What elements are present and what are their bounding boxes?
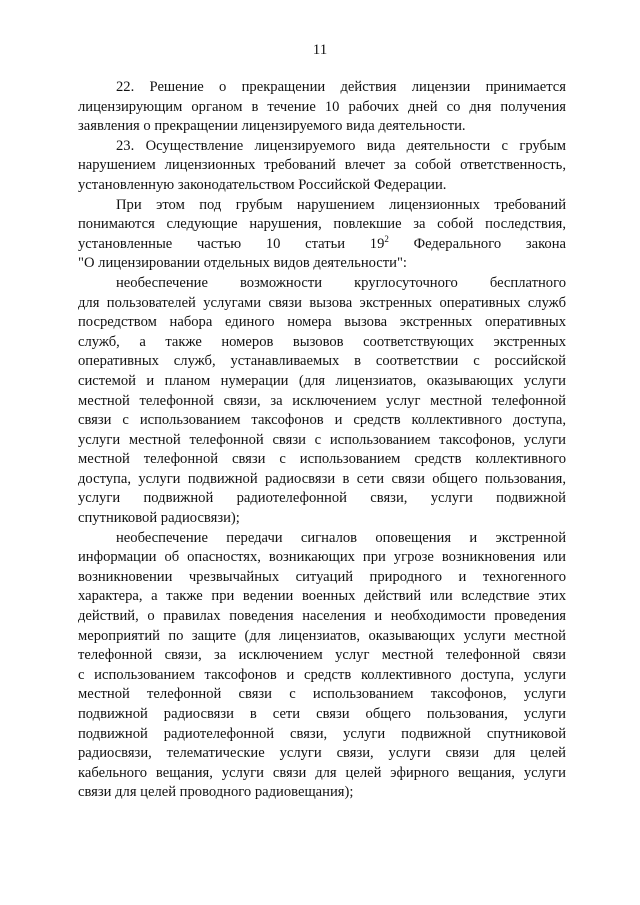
text-line: мероприятий по защите (для лицензиатов, оказывающих услуги местной	[78, 627, 566, 644]
text-line: заявления о прекращении лицензируемого вида деятельности.	[78, 118, 466, 135]
paragraph-22	[78, 78, 566, 137]
text-line: 23. Осуществление лицензируемого вида деятельности с грубым	[116, 137, 566, 154]
text-line: оперативных служб, устанавливаемых в соответствии с российской	[78, 353, 566, 370]
text-line: местной телефонной связи, за исключением услуг местной телефонной	[78, 392, 566, 409]
text-line: местной телефонной связи с использованием таксофонов, услуги	[78, 686, 566, 703]
text-line: посредством набора единого номера вызова экстренных оперативных	[78, 314, 566, 331]
text-line: лицензирующим органом в течение 10 рабочих дней со дня получения	[78, 98, 566, 115]
text-line: 22. Решение о прекращении действия лицензии принимается	[116, 79, 566, 95]
text-line: с использованием таксофонов и средств коллективного доступа, услуги	[78, 666, 566, 683]
text-line: подвижной радиосвязи в сети связи общего пользования, услуги	[78, 706, 566, 722]
text-line: подвижной радиотелефонной связи, услуги подвижной спутниковой	[78, 725, 566, 742]
text-line: системой и планом нумерации (для лицензиатов, оказывающих услуги	[78, 372, 566, 389]
page-number: 11	[312, 42, 328, 58]
text-fragment: "	[78, 255, 84, 272]
text-line: действий, о правилах поведения населения и необходимости проведения	[78, 608, 566, 625]
text-line: необеспечение возможности круглосуточного бесплатного	[116, 274, 566, 291]
document-body	[78, 78, 566, 803]
paragraph-emergency-call	[78, 274, 566, 529]
text-line: кабельного вещания, услуги связи для целей эфирного вещания, услуги	[78, 764, 566, 781]
text-line: услуги подвижной радиотелефонной связи, услуги подвижной	[78, 490, 566, 507]
text-line: При этом под грубым нарушением лицензионных требований	[116, 196, 566, 213]
text-line: телефонной связи, за исключением услуг местной телефонной связи	[78, 647, 566, 664]
text-fragment: О лицензировании отдельных видов деятельности":	[83, 255, 407, 272]
text-line: услуги местной телефонной связи с использованием таксофонов, услуги	[78, 431, 566, 448]
text-line: служб, а также номеров вызовов соответствующих экстренных	[78, 333, 566, 350]
text-line: информации об опасностях, возникающих при угрозе возникновения или	[78, 549, 566, 566]
text-line: понимаются следующие нарушения, повлекшие за собой последствия,	[78, 216, 566, 233]
text-line: возникновении чрезвычайных ситуаций природного и техногенного	[78, 568, 566, 585]
text-line: связи с использованием таксофонов и средств коллективного доступа,	[78, 412, 566, 429]
paragraph-23	[78, 137, 566, 196]
text-fragment: установленные частью 10 статьи 19	[78, 235, 385, 252]
text-line: нарушением лицензионных требований влечет за собой ответственность,	[78, 157, 566, 174]
text-line	[78, 235, 566, 255]
paragraph-warning-signals	[78, 529, 566, 803]
text-line: местной телефонной связи с использованием средств коллективного	[78, 451, 566, 468]
text-line: спутниковой радиосвязи);	[78, 510, 240, 527]
text-line: характера, а также при ведении военных действий или вследствие этих	[78, 588, 566, 605]
text-line: доступа, услуги подвижной радиосвязи в сети связи общего пользования,	[78, 470, 566, 487]
superscript: 2	[384, 233, 389, 244]
text-line: связи для целей проводного радиовещания);	[78, 784, 354, 801]
text-line: радиосвязи, телематические услуги связи, услуги связи для целей	[78, 745, 566, 762]
text-line: необеспечение передачи сигналов оповещения и экстренной	[116, 529, 566, 546]
text-line: для пользователей услугами связи вызова экстренных оперативных служб	[78, 294, 566, 311]
paragraph-gross-violations	[78, 196, 566, 274]
text-line	[78, 254, 566, 274]
text-line: установленную законодательством Российской Федерации.	[78, 176, 447, 193]
text-fragment: Федерального закона	[413, 235, 566, 252]
